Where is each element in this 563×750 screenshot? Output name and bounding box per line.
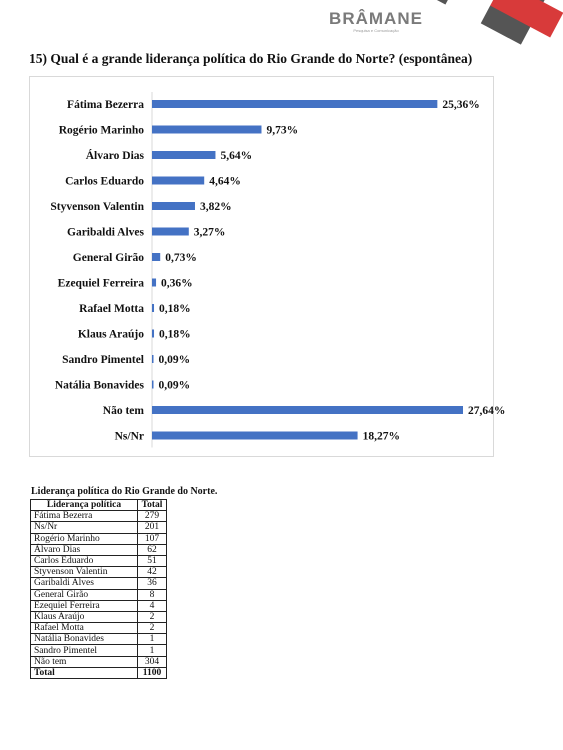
leadership-table <box>30 499 167 679</box>
table-cell-name: Sandro Pimentel <box>31 645 138 656</box>
table-header-name: Liderança política <box>31 500 138 511</box>
bar <box>152 151 215 159</box>
table-total-row <box>31 667 167 678</box>
table-cell-name: Álvaro Dias <box>31 544 138 555</box>
bar <box>152 279 156 287</box>
table-cell-total: 201 <box>138 522 167 533</box>
table-cell-name: Rafael Motta <box>31 623 138 634</box>
data-label: 0,36% <box>161 277 193 290</box>
table-cell-total: 279 <box>138 511 167 522</box>
table-cell-name: Natália Bonavides <box>31 634 138 645</box>
table-cell-name: Ezequiel Ferreira <box>31 600 138 611</box>
category-label: Álvaro Dias <box>85 150 144 162</box>
table-total-label: Total <box>31 667 138 678</box>
category-label: Rafael Motta <box>79 303 144 315</box>
category-label: Garibaldi Alves <box>67 226 144 239</box>
data-label: 5,64% <box>220 150 253 162</box>
data-label: 4,64% <box>209 175 241 188</box>
table-cell-total: 36 <box>138 578 167 589</box>
data-label: 0,73% <box>165 252 197 264</box>
table-cell-name: Fátima Bezerra <box>31 511 138 522</box>
data-label: 25,36% <box>442 99 480 111</box>
corner-decoration-stripe <box>430 0 493 52</box>
table-cell-total: 1 <box>138 645 167 656</box>
bar-chart <box>30 77 506 458</box>
table-row <box>31 645 167 656</box>
table-total-value: 1100 <box>138 667 167 678</box>
bar <box>152 381 154 389</box>
table-row <box>31 656 167 667</box>
bar <box>152 202 195 210</box>
table-row <box>31 567 167 578</box>
question-title: 15) Qual é a grande liderança política do Rio Grande do Norte? (espontânea) <box>29 51 473 66</box>
bramane-logo <box>326 10 426 33</box>
data-label: 18,27% <box>362 430 400 443</box>
category-label: Carlos Eduardo <box>65 175 144 188</box>
bar <box>152 406 463 414</box>
table-header-row <box>31 500 167 511</box>
table-header-total: Total <box>138 500 167 511</box>
table-cell-total: 2 <box>138 623 167 634</box>
data-label: 27,64% <box>468 405 506 417</box>
category-label: Fátima Bezerra <box>67 99 144 111</box>
category-label: Styvenson Valentin <box>50 201 144 213</box>
table-cell-name: Ns/Nr <box>31 522 138 533</box>
data-label: 0,18% <box>159 303 191 315</box>
table-cell-total: 2 <box>138 611 167 622</box>
table-cell-name: General Girão <box>31 589 138 600</box>
category-label: Não tem <box>102 405 144 417</box>
table-cell-total: 42 <box>138 567 167 578</box>
table-row <box>31 589 167 600</box>
bar <box>152 432 358 440</box>
category-label: Ezequiel Ferreira <box>57 277 144 290</box>
bar <box>152 228 189 236</box>
bar <box>152 304 154 312</box>
bar <box>152 330 154 338</box>
category-label: Rogério Marinho <box>58 124 144 137</box>
table-row <box>31 634 167 645</box>
logo-name: BRÂMANE <box>329 9 423 28</box>
category-label: Ns/Nr <box>114 430 144 443</box>
data-label: 0,09% <box>158 379 191 392</box>
logo-tagline: Pesquisa e Comunicação <box>353 28 399 33</box>
table-cell-name: Rogério Marinho <box>31 533 138 544</box>
table-row <box>31 522 167 533</box>
table-row <box>31 555 167 566</box>
bar <box>152 253 160 261</box>
table-cell-total: 304 <box>138 656 167 667</box>
table-cell-name: Styvenson Valentin <box>31 567 138 578</box>
table-cell-total: 8 <box>138 589 167 600</box>
bar <box>152 100 437 108</box>
data-label: 9,73% <box>266 124 299 137</box>
chart-container <box>29 76 506 457</box>
category-label: Klaus Araújo <box>77 328 144 341</box>
table-title: Liderança política do Rio Grande do Norte. <box>31 486 218 497</box>
table-cell-total: 62 <box>138 544 167 555</box>
table-cell-name: Carlos Eduardo <box>31 555 138 566</box>
data-label: 3,27% <box>193 226 226 239</box>
bar <box>152 177 204 185</box>
table-cell-total: 4 <box>138 600 167 611</box>
data-label: 0,09% <box>158 354 191 366</box>
table-cell-total: 107 <box>138 533 167 544</box>
table-cell-total: 51 <box>138 555 167 566</box>
table-cell-total: 1 <box>138 634 167 645</box>
table-row <box>31 544 167 555</box>
table-row <box>31 600 167 611</box>
category-label: General Girão <box>72 252 144 264</box>
table-row <box>31 533 167 544</box>
table-cell-name: Klaus Araújo <box>31 611 138 622</box>
category-label: Sandro Pimentel <box>62 354 144 366</box>
table-row <box>31 511 167 522</box>
table-row <box>31 611 167 622</box>
table-cell-name: Não tem <box>31 656 138 667</box>
data-label: 0,18% <box>159 328 191 341</box>
bar <box>152 355 154 363</box>
bar <box>152 126 261 134</box>
category-label: Natália Bonavides <box>54 379 144 392</box>
table-row <box>31 623 167 634</box>
table-row <box>31 578 167 589</box>
data-label: 3,82% <box>199 201 232 213</box>
table-cell-name: Garibaldi Alves <box>31 578 138 589</box>
